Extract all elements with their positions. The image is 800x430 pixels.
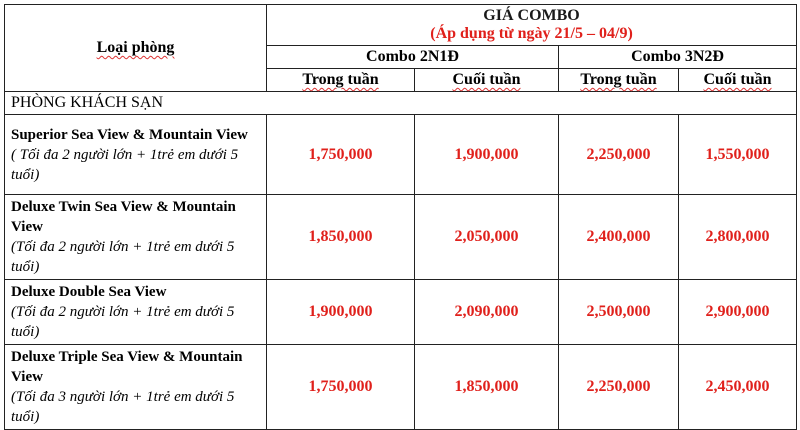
room-name: Superior Sea View & Mountain View	[11, 126, 248, 143]
weekday-header-3n2d	[559, 69, 679, 92]
price-3n2d-weekend: 1,550,000	[679, 115, 797, 195]
room-occupancy-note: (Tối đa 2 người lớn + 1trẻ em dưới 5 tuổi)	[11, 304, 235, 340]
room-cell	[5, 345, 267, 430]
room-cell	[5, 280, 267, 345]
weekday-label: Trong tuần	[580, 71, 657, 88]
combo-price-subtitle: (Áp dụng từ ngày 21/5 – 04/9)	[430, 25, 633, 42]
price-3n2d-weekend: 2,900,000	[679, 280, 797, 345]
weekend-header-2n1d	[415, 69, 559, 92]
combo-2n1d-header: Combo 2N1Đ	[267, 46, 559, 69]
section-row	[5, 92, 797, 115]
price-3n2d-weekend: 2,800,000	[679, 195, 797, 280]
table-row	[5, 115, 797, 195]
weekend-header-3n2d	[679, 69, 797, 92]
room-cell	[5, 195, 267, 280]
combo-price-header	[267, 5, 797, 46]
room-name: Deluxe Double Sea View	[11, 284, 167, 300]
room-occupancy-note: (Tối đa 2 người lớn + 1trẻ em dưới 5 tuổi)	[11, 239, 235, 275]
room-cell	[5, 115, 267, 195]
table-row	[5, 345, 797, 430]
room-name: Deluxe Twin Sea View & Mountain View	[11, 199, 236, 235]
table-row	[5, 280, 797, 345]
room-name: Deluxe Triple Sea View & Mountain View	[11, 349, 243, 385]
weekday-label: Trong tuần	[302, 71, 379, 88]
price-2n1d-weekday: 1,850,000	[267, 195, 415, 280]
price-3n2d-weekday: 2,500,000	[559, 280, 679, 345]
weekend-label: Cuối tuần	[703, 71, 772, 88]
price-2n1d-weekday: 1,750,000	[267, 115, 415, 195]
price-2n1d-weekday: 1,750,000	[267, 345, 415, 430]
price-3n2d-weekend: 2,450,000	[679, 345, 797, 430]
room-type-header	[5, 5, 267, 92]
price-2n1d-weekday: 1,900,000	[267, 280, 415, 345]
section-label: PHÒNG KHÁCH SẠN	[5, 92, 797, 115]
price-2n1d-weekend: 2,090,000	[415, 280, 559, 345]
price-3n2d-weekday: 2,250,000	[559, 115, 679, 195]
combo-price-title: GIÁ COMBO	[483, 7, 580, 24]
price-3n2d-weekday: 2,400,000	[559, 195, 679, 280]
weekday-header-2n1d	[267, 69, 415, 92]
combo-3n2d-header: Combo 3N2Đ	[559, 46, 797, 69]
room-occupancy-note: ( Tối đa 2 người lớn + 1trẻ em dưới 5 tuổi)	[11, 146, 239, 183]
price-2n1d-weekend: 1,900,000	[415, 115, 559, 195]
room-type-label: Loại phòng	[96, 39, 175, 56]
price-3n2d-weekday: 2,250,000	[559, 345, 679, 430]
header-row-title	[5, 5, 797, 46]
combo-price-table	[4, 4, 797, 430]
table-row	[5, 195, 797, 280]
room-occupancy-note: (Tối đa 3 người lớn + 1trẻ em dưới 5 tuổi)	[11, 389, 235, 425]
price-2n1d-weekend: 1,850,000	[415, 345, 559, 430]
weekend-label: Cuối tuần	[452, 71, 521, 88]
price-2n1d-weekend: 2,050,000	[415, 195, 559, 280]
